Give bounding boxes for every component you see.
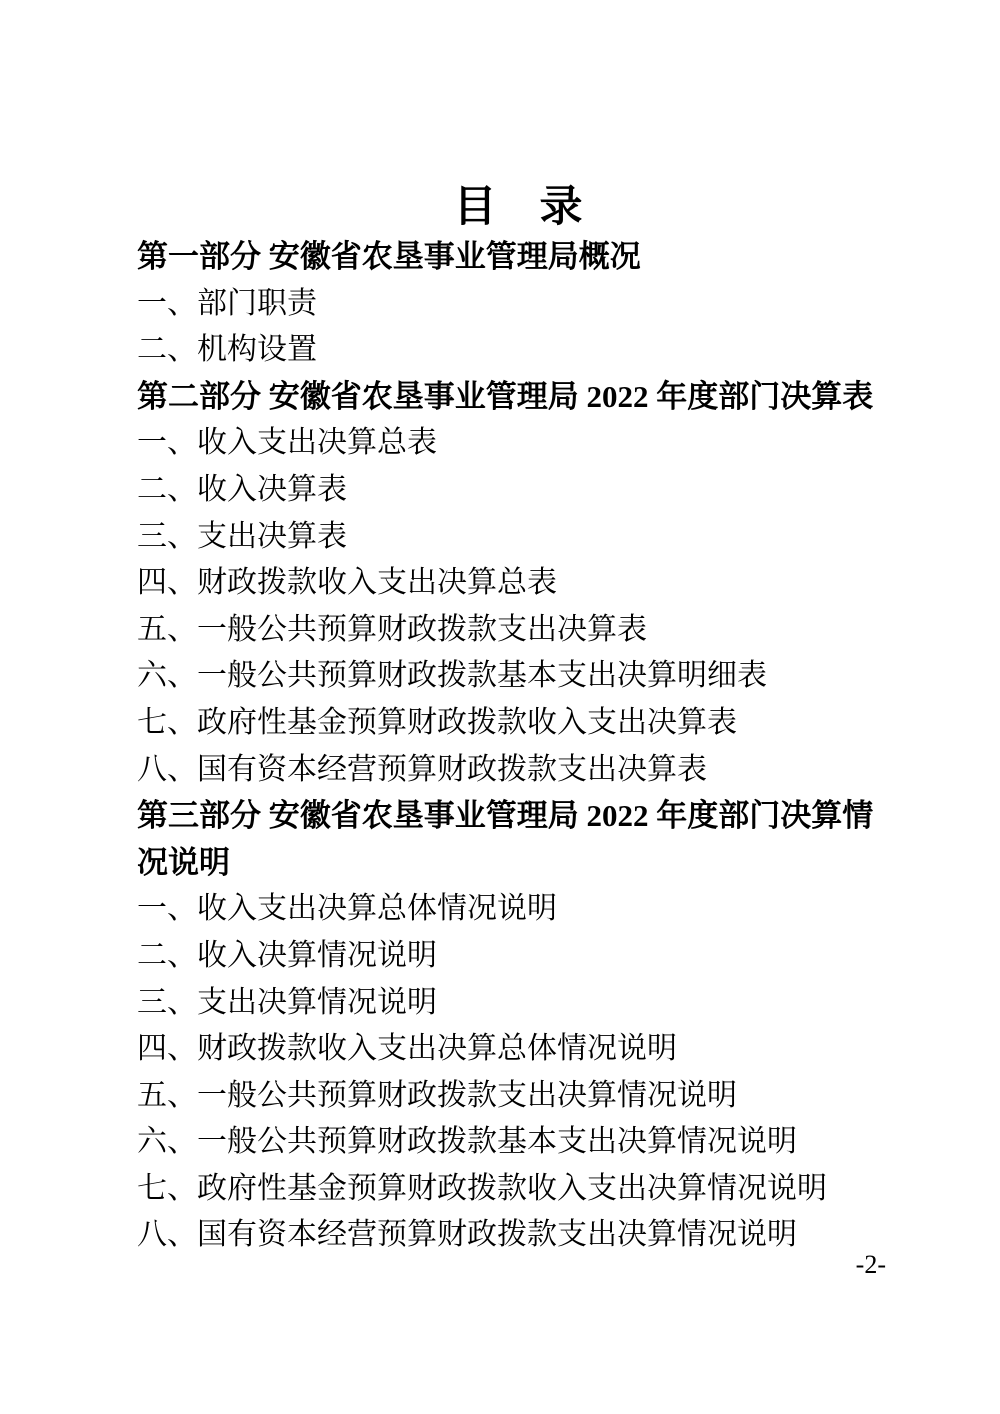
toc-item: 一、收入支出决算总体情况说明 (137, 892, 557, 926)
toc-item: 五、一般公共预算财政拨款支出决算表 (137, 612, 647, 646)
doc-title: 目 录 (453, 184, 583, 231)
toc-section-3-heading: 第三部分 安徽省农垦事业管理局 2022 年度部门决算情况说明 (137, 798, 874, 880)
toc-item: 一、收入支出决算总表 (137, 426, 437, 460)
toc-item: 二、收入决算表 (137, 472, 347, 506)
toc-item: 二、收入决算情况说明 (137, 938, 437, 972)
toc-item: 二、机构设置 (137, 333, 317, 367)
table-of-contents (137, 234, 899, 1259)
toc-item: 六、一般公共预算财政拨款基本支出决算情况说明 (137, 1125, 797, 1159)
toc-item: 七、政府性基金预算财政拨款收入支出决算表 (137, 705, 737, 739)
toc-item: 八、国有资本经营预算财政拨款支出决算表 (137, 752, 707, 786)
toc-item: 五、一般公共预算财政拨款支出决算情况说明 (137, 1078, 737, 1112)
toc-item: 四、财政拨款收入支出决算总体情况说明 (137, 1032, 677, 1066)
toc-item: 一、部门职责 (137, 286, 317, 320)
toc-item: 七、政府性基金预算财政拨款收入支出决算情况说明 (137, 1171, 827, 1205)
toc-item: 四、财政拨款收入支出决算总表 (137, 566, 557, 600)
toc-section-1-heading: 第一部分 安徽省农垦事业管理局概况 (137, 239, 641, 274)
toc-item: 三、支出决算表 (137, 519, 347, 553)
toc-item: 六、一般公共预算财政拨款基本支出决算明细表 (137, 659, 767, 693)
toc-section-2-heading: 第二部分 安徽省农垦事业管理局 2022 年度部门决算表 (137, 378, 874, 414)
toc-item: 三、支出决算情况说明 (137, 985, 437, 1019)
toc-item: 八、国有资本经营预算财政拨款支出决算情况说明 (137, 1218, 797, 1252)
page-number: -2- (855, 1250, 886, 1279)
